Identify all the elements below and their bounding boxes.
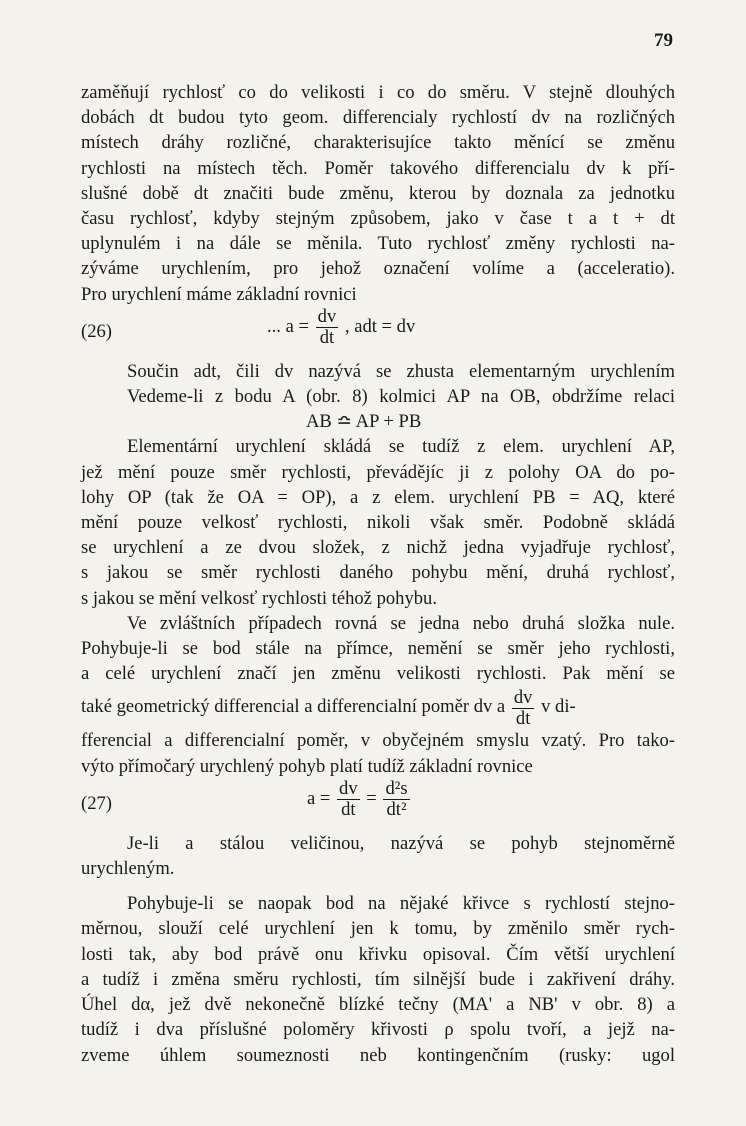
- text-line-with-fraction: také geometrický differencial a differencialní poměr dv a $\frac{dv}{dt}$ v di-: [81, 686, 576, 729]
- text-line: Pro urychlení máme základní rovnici: [81, 283, 357, 305]
- text-line: zaměňují rychlosť co do velikosti i co do směru. V stejně dlouhých: [81, 82, 675, 103]
- text-line: a celé urychlení značí jen změnu velikosti rychlosti. Pak mění se: [81, 663, 675, 685]
- text-line: se urychlení a ze dvou složek, z nichž jedna vyjadřuje rychlosť,: [81, 537, 675, 559]
- text-line: výto přímočarý urychlený pohyb platí tudíž základní rovnice: [81, 755, 533, 777]
- relation-line: AB ≏ AP + PB: [306, 411, 422, 433]
- text-line: Pohybuje-li se bod stále na přímce, nemění se směr jeho rychlosti,: [81, 638, 675, 660]
- text-line: losti tak, aby bod právě onu křivku opisoval. Čím větší urychlení: [81, 943, 675, 965]
- text-line: měrnou, slouží celé urychlení jen k tomu, by změnilo směr rych-: [81, 918, 675, 940]
- equation-rest: , adt = dv: [344, 315, 416, 337]
- text-line: uplynulém i na dále se měnila. Tuto rychlosť změny rychlosti na-: [81, 233, 675, 255]
- text-line: Vedeme-li z bodu A (obr. 8) kolmici AP na OB, obdržíme relaci: [127, 386, 675, 408]
- text-line: a tudíž i změna směru rychlosti, tím silnější bude i zakřivení dráhy.: [81, 968, 675, 990]
- equation-26: [81, 307, 675, 359]
- equation-27: (27) a = $\frac{dv}{dt}$ = $\frac{\text{d²s}}{\text{dt²}}$: [81, 777, 408, 820]
- text-line: slušné době dt značiti bude změnu, kterou by doznala za jednotku: [81, 182, 675, 204]
- text-line: rychlosti na místech těch. Poměr takového differencialu dv k pří-: [81, 157, 675, 179]
- fraction: $\frac{\text{d²s}}{\text{dt²}}$: [385, 777, 408, 820]
- text-line: s jakou se směr rychlosti daného pohybu mění, druhá rychlosť,: [81, 562, 675, 584]
- page-text: [81, 80, 675, 1068]
- text-line: Ve zvláštních případech rovná se jedna nebo druhá složka nule.: [127, 612, 675, 634]
- text-line: Součin adt, čili dv nazývá se zhusta elementarným urychlením: [127, 360, 675, 382]
- text-line: lohy OP (tak že OA = OP), a z elem. urychlení PB = AQ, které: [81, 486, 675, 508]
- text-line: dobách dt budou tyto geom. differencialy rychlostí dv na rozličných: [81, 107, 675, 129]
- equation-lead: ... a =: [267, 315, 309, 337]
- page-number: 79: [654, 30, 673, 51]
- text-line: mění pouze velkosť rychlosti, nikoli však směr. Podobně skládá: [81, 512, 675, 534]
- text-line: Úhel dα, jež dvě nekonečně blízké tečny (MA' a NB' v obr. 8) a: [81, 994, 675, 1016]
- text-line: zýváme urychlením, pro jehož označení volíme a (acceleratio).: [81, 258, 675, 280]
- equation-number: (26): [81, 320, 112, 342]
- fraction: $\frac{dv}{dt}$: [339, 777, 358, 820]
- text-line: urychleným.: [81, 858, 175, 880]
- text-line: zveme úhlem soumeznosti neb kontingenčním (rusky: ugol: [81, 1044, 675, 1066]
- text-line: jež mění pouze směr rychlosti, převádějíc ji z polohy OA do po-: [81, 461, 675, 483]
- text-line: místech dráhy rozličné, charakterisujíce takto měnící se změnu: [81, 132, 675, 154]
- text-line: tudíž i dva příslušné poloměry křivosti ρ spolu tvoří, a jejž na-: [81, 1019, 675, 1041]
- fraction: $\frac{dv}{dt}$: [317, 305, 337, 348]
- equation-number: (27): [81, 792, 112, 814]
- text-line: s jakou se mění velkosť rychlosti téhož pohybu.: [81, 587, 438, 609]
- text-line: fferencial a differencialní poměr, v obyčejném smyslu vzatý. Pro tako-: [81, 730, 675, 752]
- fraction: $\frac{dv}{dt}$: [513, 686, 533, 729]
- text-line: času rychlosť, kdyby stejným způsobem, jako v čase t a t + dt: [81, 208, 675, 230]
- text-line: Je-li a stálou veličinou, nazývá se pohyb stejnoměrně: [127, 832, 675, 854]
- text-line: Pohybuje-li se naopak bod na nějaké křivce s rychlostí stejno-: [127, 893, 675, 915]
- text-line: Elementární urychlení skládá se tudíž z elem. urychlení AP,: [127, 436, 675, 458]
